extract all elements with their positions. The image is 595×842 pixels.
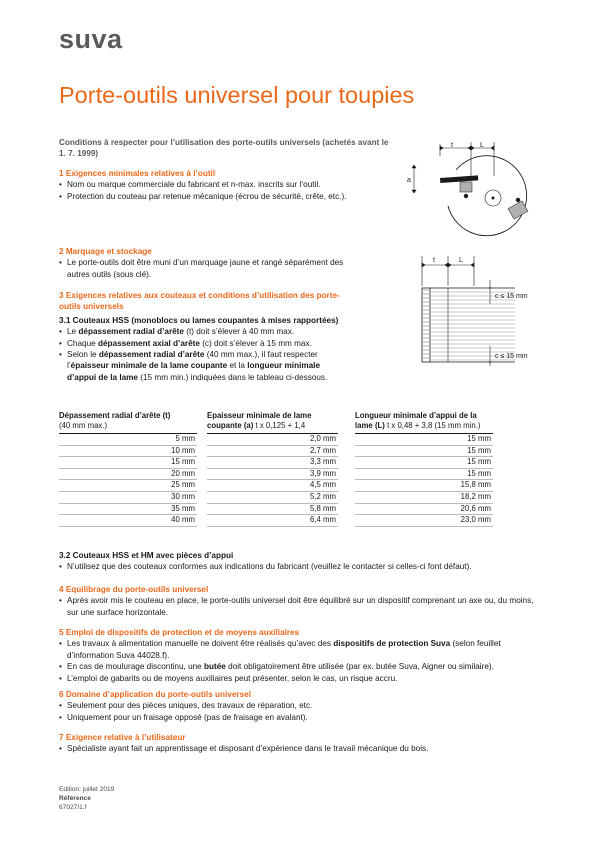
table-cell: 20 mm [59,469,197,481]
table-col-radial [59,411,197,527]
table-cell: 30 mm [59,492,197,504]
table-cell: 18,2 mm [355,492,493,504]
table-cell: 4,5 mm [207,480,338,492]
fig-c-top: c ≤ 15 mm [495,293,528,300]
table-col-length: Longueur minimale d’appui de la lame (L) t x 0,48 + 3,8 (15 mm min.) 15 mm 15 mm 15 mm 15 mm 15,8 mm 18,2 mm 20,6 mm 23,0 mm [355,411,493,527]
table-cell: 15 mm [355,469,493,481]
section-1-bullet: • Protection du couteau par retenue mécanique (écrou de sécurité, crête, etc.). [59,191,359,202]
table-cell: 5,2 mm [207,492,338,504]
table-cell: 35 mm [59,504,197,516]
section-2-heading: 2 Marquage et stockage [59,247,152,256]
section-5 [59,627,539,684]
col3-sub: t x 0,48 + 3,8 (15 mm min.) [384,420,481,430]
section-3-2-bullet: • N’utilisez que des couteaux conformes aux indications du fabricant (veuillez le contacter si celles-ci font défaut). [59,561,539,572]
table-cell: 25 mm [59,480,197,492]
section-3-bullet: • Chaque dépassement axial d’arête (c) doit s’élever à 15 mm max. [59,338,344,349]
section-3-2-heading: 3.2 Couteaux HSS et HM avec pièces d’appui [59,551,234,560]
intro-text: Conditions à respecter pour l’utilisation des porte-outils universels (achetés avant le 1. 7. 1999) [59,138,389,158]
reference-label: Référence [59,794,91,802]
table-cell: 15 mm [355,446,493,458]
col1-values [59,433,197,527]
table-cell: 3,3 mm [207,457,338,469]
suva-logo: suva [59,24,123,54]
section-4 [59,584,534,618]
section-6-bullet: • Uniquement pour un fraisage opposé (pas de fraisage en avalant). [59,712,539,723]
section-2 [59,246,359,280]
table-cell: 6,4 mm [310,515,336,525]
table-col-thickness: Epaisseur minimale de lame coupante (a) t x 0,125 + 1,4 2,0 mm 2,7 mm 3,3 mm 3,9 mm 4,5 mm 5,2 mm 5,8 mm 6,4 mm [207,411,338,527]
edition-text: Edition: juillet 2019 [59,786,115,793]
table-cell: 20,6 mm [355,504,493,516]
section-3-1-heading: 3.1 Couteaux HSS (monoblocs ou lames coupantes à mises rapportées) [59,315,339,325]
col2-head: Epaisseur minimale de lame [207,411,312,420]
col3-head: Longueur minimale d’appui de la [355,411,477,420]
section-6-heading: 6 Domaine d’application du porte-outils universel [59,690,251,699]
section-1-bullet: • Nom ou marque commerciale du fabricant et n-max. inscrits sur l’outil. [59,179,359,190]
table-cell: 15,8 mm [355,480,493,492]
section-2-bullet: • Le porte-outils doit être muni d’un marquage jaune et rangé séparément des autres outils (sous clé). [59,257,359,280]
section-3-heading: 3 Exigences relatives aux couteaux et conditions d’utilisation des porte-outils universels [59,291,340,312]
table-cell: 5 mm [59,434,197,446]
table-cell: 15 mm [59,457,197,469]
section-1-heading: 1 Exigences minimales relatives à l’outil [59,169,216,178]
section-7-bullet: • Spécialiste ayant fait un apprentissage et disposant d’expérience dans le travail mécanique du bois. [59,743,539,754]
section-7 [59,732,539,755]
section-5-bullet: • Les travaux à alimentation manuelle ne doivent être réalisés qu’avec des dispositifs de protection Suva (selon feuillet d’information Suva 44028.f). [59,638,539,661]
section-6-bullet: • Seulement pour des pièces uniques, des travaux de réparation, etc. [59,700,539,711]
fig-top-a: a [407,177,411,184]
col3-values [355,433,493,527]
section-6 [59,689,539,723]
table-cell: 23,0 mm [460,515,491,525]
section-3-2 [59,550,539,573]
table-cell: 10 mm [59,446,197,458]
table-cell: 40 mm [171,515,195,525]
section-3 [59,290,344,383]
page-title: Porte-outils universel pour toupies [59,82,415,108]
cutter-diagram [405,254,555,366]
section-4-bullet: • Après avoir mis le couteau en place, le porte-outils universel doit être équilibré sur un dispositif comprenant un axe ou, du moins, sur une surface horizontale. [59,595,534,618]
section-7-heading: 7 Exigence relative à l’utilisateur [59,733,186,742]
section-5-bullet: • En cas de moulurage discontinu, une butée doit obligatoirement être utilisée (par ex. butée Suva, Aigner ou similaire). [59,661,539,672]
table-cell: 2,7 mm [207,446,338,458]
table-cell: 5,8 mm [207,504,338,516]
table-cell: 15 mm [355,434,493,446]
section-3-bullet: • Selon le dépassement radial d’arête (40 mm max.), il faut respecter l’épaisseur minimale de la lame coupante et la longueur minimale d’appui de la lame (15 mm min.) indiquées dans le tableau ci-dessous. [59,349,344,383]
table-cell: 2,0 mm [207,434,338,446]
fig-bottom-l: L [459,257,463,264]
reference-number: 67027/1.f [59,803,87,811]
section-5-heading: 5 Emploi de dispositifs de protection et de moyens auxiliaires [59,628,300,637]
fig-top-t: t [451,142,453,149]
col1-head: Dépassement radial d’arête (t) [59,411,171,420]
section-1 [59,168,359,202]
col2-values [207,433,338,527]
fig-c-bottom: c ≤ 15 mm [495,353,528,360]
fig-bottom-t: t [433,257,435,264]
col2-sub: t x 0,125 + 1,4 [253,420,306,430]
section-3-bullet: • Le dépassement radial d’arête (t) doit s’élever à 40 mm max. [59,326,344,337]
fig-top-l: L [480,142,484,149]
table-cell: 3,9 mm [207,469,338,481]
table-cell: 15 mm [355,457,493,469]
footer [59,786,114,812]
col1-sub: (40 mm max.) [59,420,108,430]
tool-holder-diagram [398,138,548,246]
section-5-bullet: • L’emploi de gabarits ou de moyens auxiliaires peut présenter, selon le cas, un risque accru. [59,673,539,684]
section-4-heading: 4 Equilibrage du porte-outils universel [59,585,209,594]
